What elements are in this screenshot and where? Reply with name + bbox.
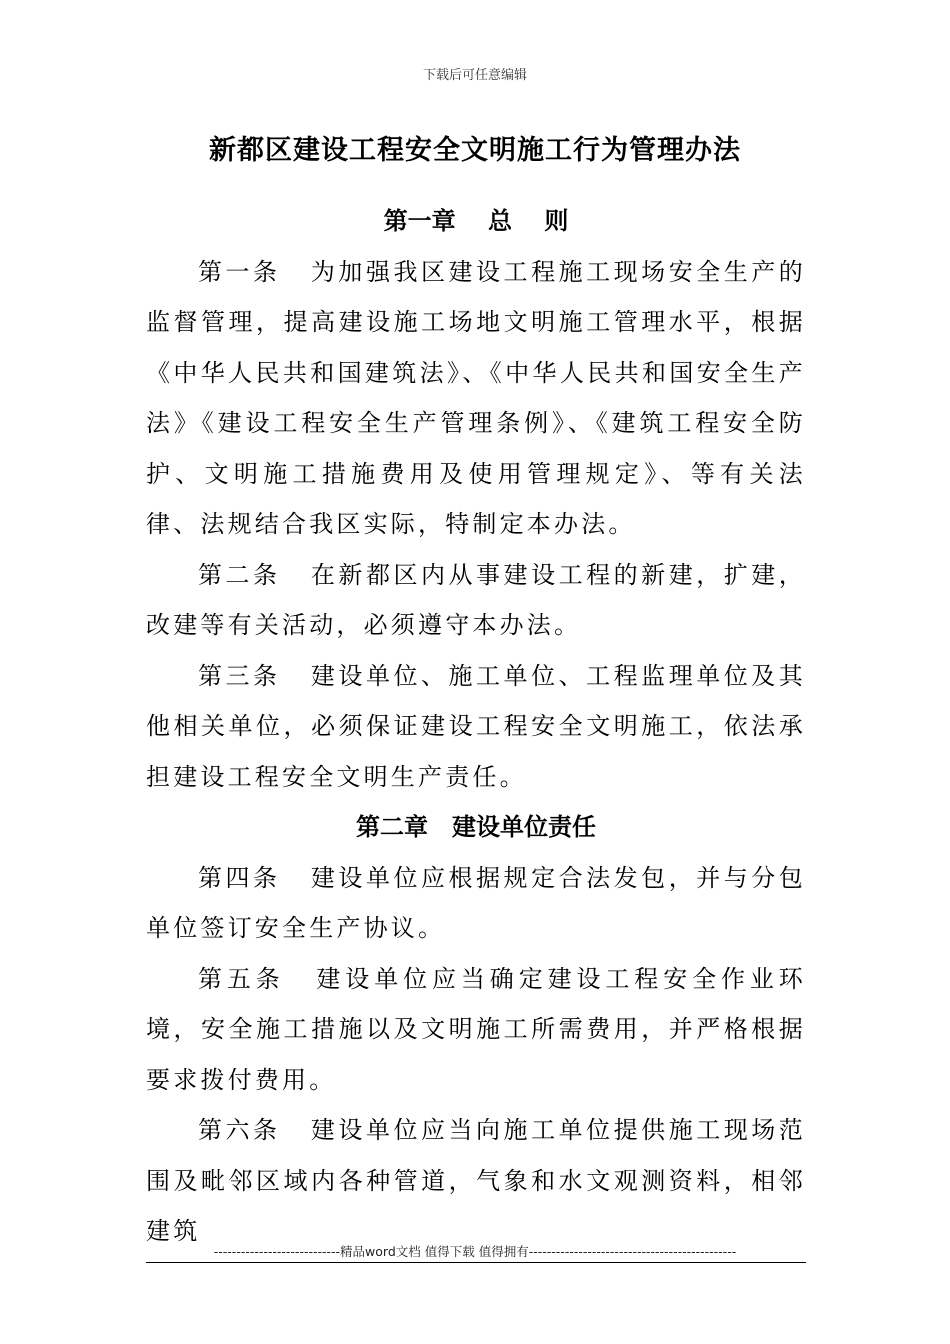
page-footer-text: ----------------------------精品word文档 值得下载 值得拥有---------------------------------------------- [213, 1244, 737, 1259]
article-number: 第一条 [198, 257, 281, 286]
article-number: 第三条 [198, 661, 281, 690]
article-text: 建设单位应根据规定合法发包，并与分包单位签订安全生产协议。 [146, 863, 806, 942]
article-1 [146, 247, 806, 550]
article-2 [146, 550, 806, 651]
footer-divider [146, 1262, 806, 1263]
chapter-heading-1: 第一章 总 则 [383, 207, 569, 235]
article-number: 第二条 [198, 560, 281, 589]
article-number: 第六条 [198, 1116, 281, 1144]
chapter-heading-2: 第二章 建设单位责任 [356, 813, 596, 841]
document-title: 新都区建设工程安全文明施工行为管理办法 [209, 135, 741, 166]
article-text: 建设单位应当向施工单位提供施工现场范围及毗邻区域内各种管道，气象和水文观测资料，相邻建筑 [146, 1116, 806, 1245]
article-3 [146, 651, 806, 803]
article-number: 第四条 [198, 863, 281, 892]
document-body [146, 196, 806, 1257]
article-6 [146, 1105, 806, 1257]
article-text: 建设单位、施工单位、工程监理单位及其他相关单位，必须保证建设工程安全文明施工，依法承担建设工程安全文明生产责任。 [146, 661, 806, 791]
page-header-note: 下载后可任意编辑 [422, 68, 527, 83]
article-text: 在新都区内从事建设工程的新建，扩建，改建等有关活动，必须遵守本办法。 [146, 560, 806, 639]
article-number: 第五条 [198, 964, 285, 993]
article-4 [146, 853, 806, 954]
article-5 [146, 954, 806, 1106]
article-text: 建设单位应当确定建设工程安全作业环境，安全施工措施以及文明施工所需费用，并严格根据要求拨付费用。 [146, 964, 806, 1094]
article-text: 为加强我区建设工程施工现场安全生产的监督管理，提高建设施工场地文明施工管理水平，根据《中华人民共和国建筑法》、《中华人民共和国安全生产法》《建设工程安全生产管理条例》、《建筑工程安全防护、文明施工措施费用及使用管理规定》、等有关法律、法规结合我区实际，特制定本办法。 [146, 257, 806, 538]
